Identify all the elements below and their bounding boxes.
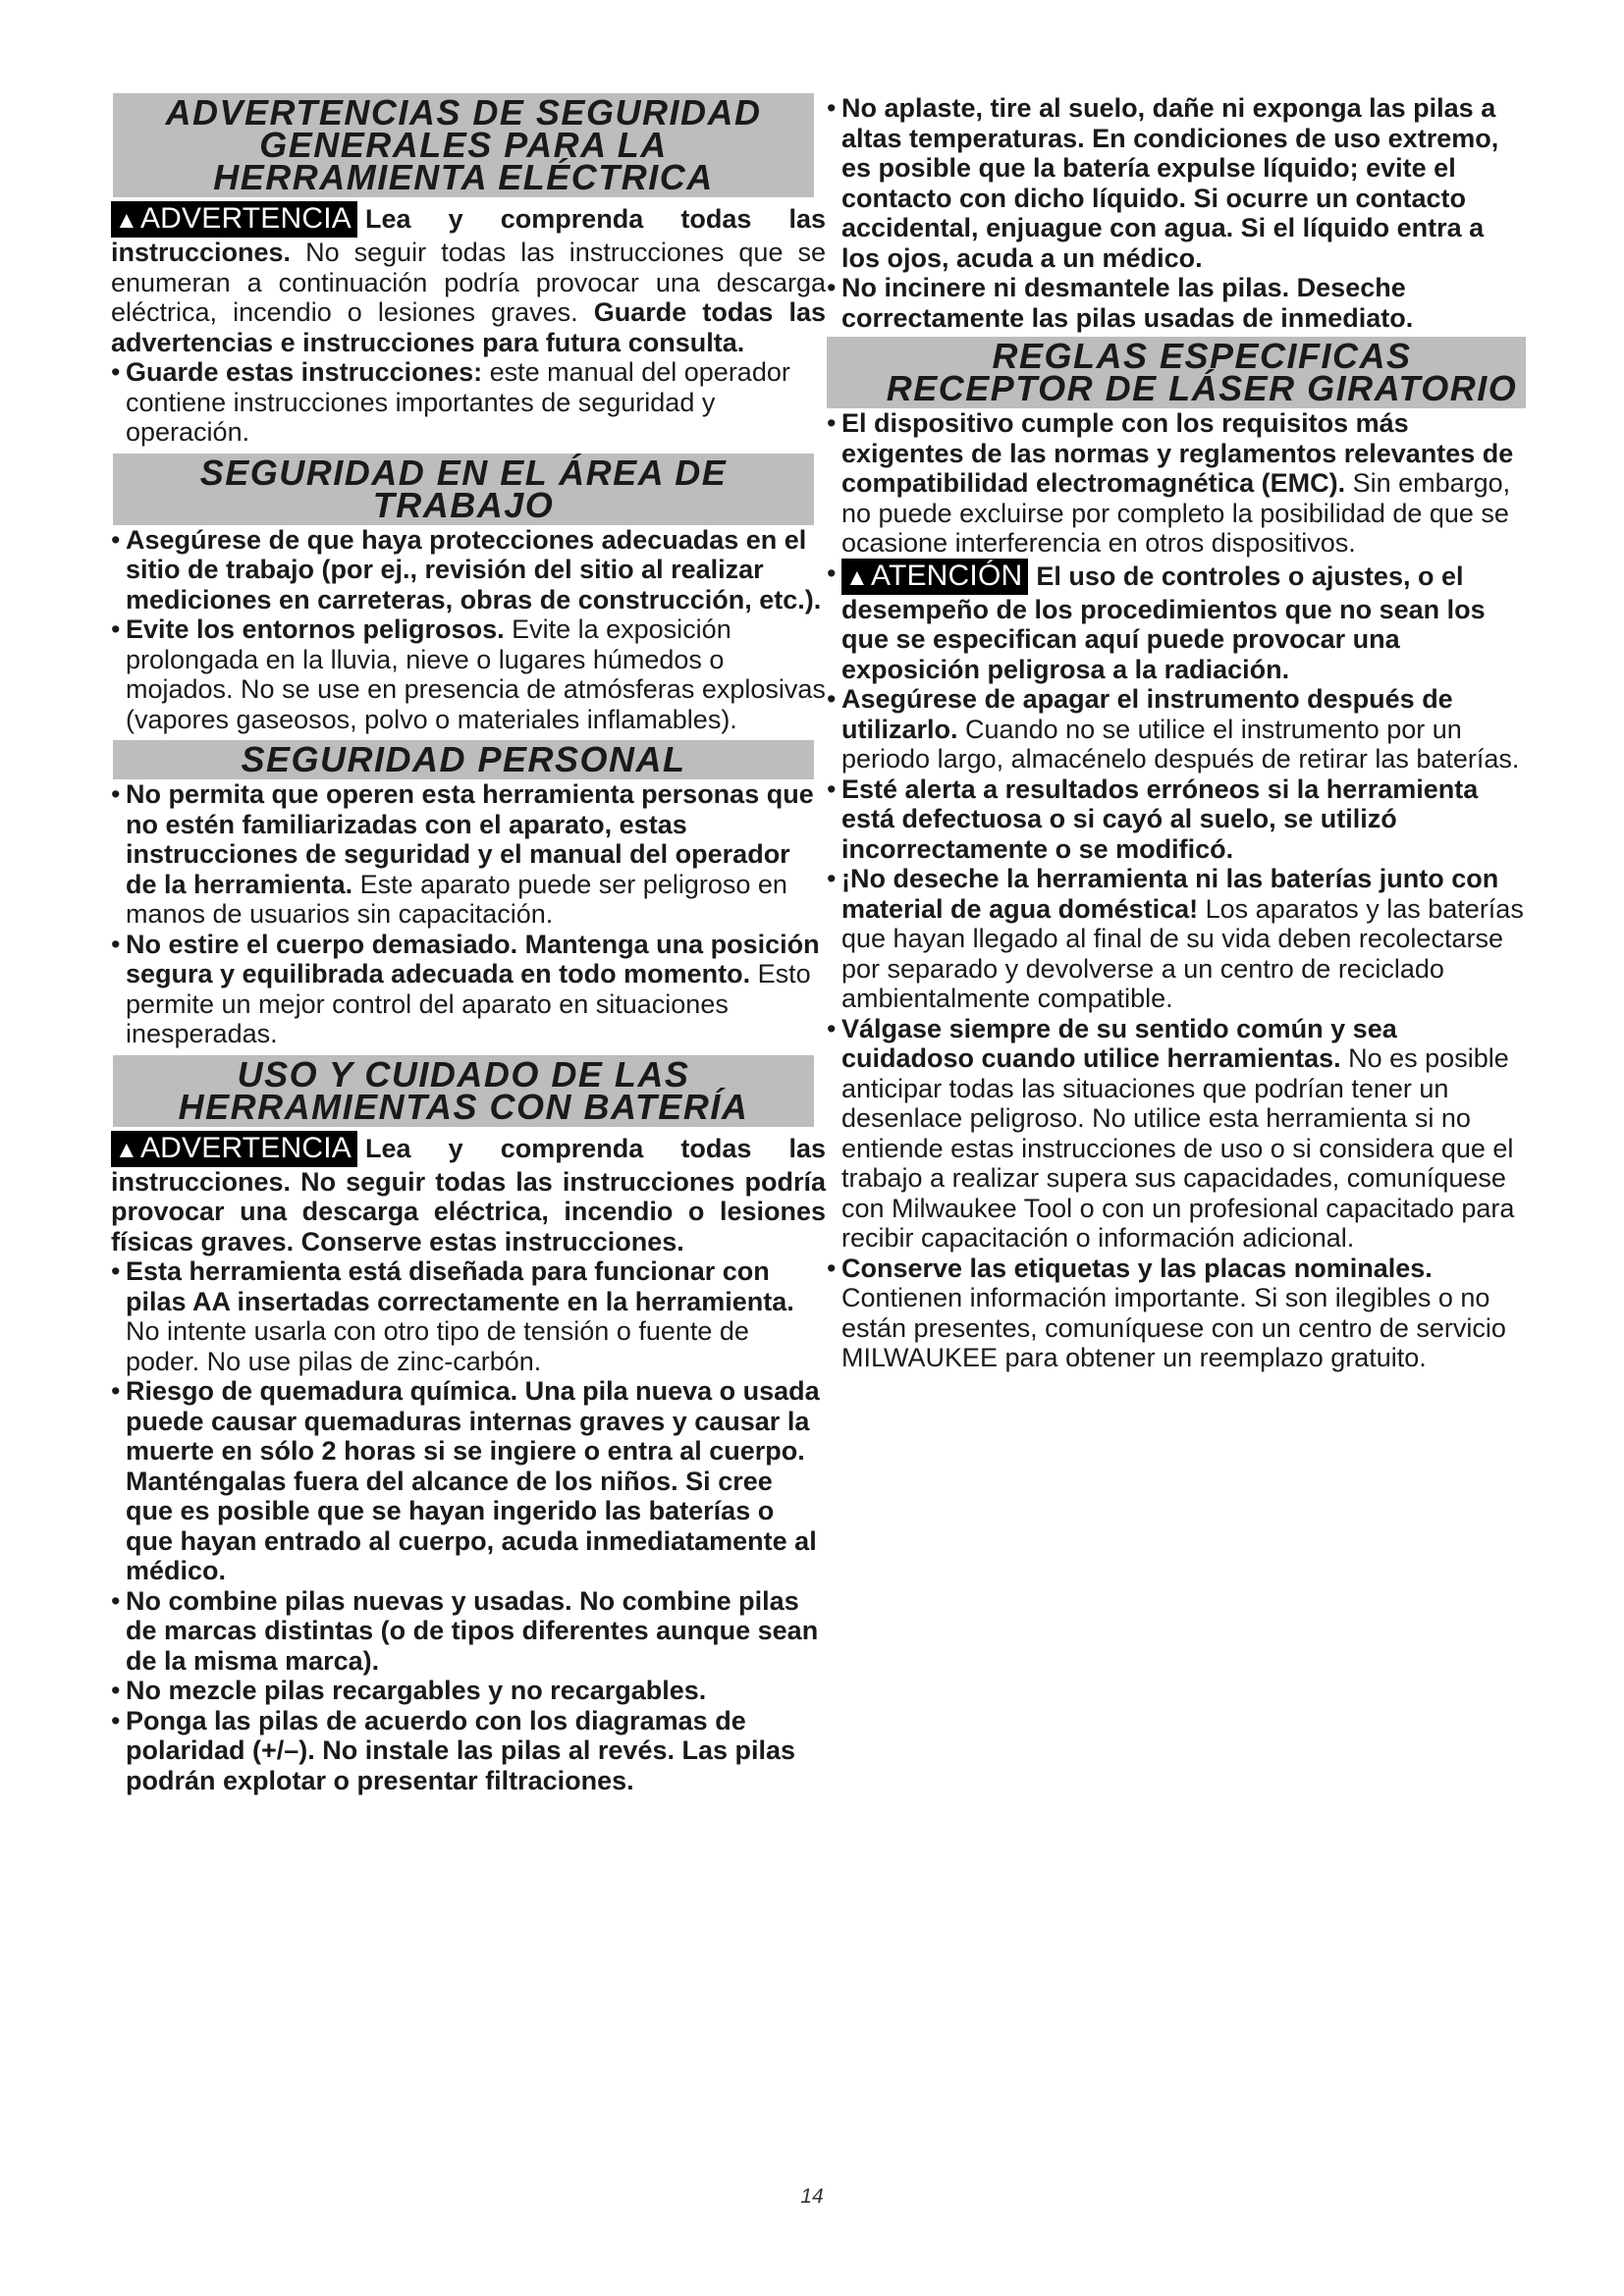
- section-heading-general-safety: ADVERTENCIAS DE SEGURIDAD GENERALES PARA LA HERRAMIENTA ELÉCTRICA: [113, 93, 814, 197]
- caution-badge: ▲ATENCIÓN: [841, 559, 1028, 595]
- list-item: • Riesgo de quemadura química. Una pila nueva o usada puede causar quemaduras internas graves y causar la muerte en sólo 2 horas si se ingiere o entra al cuerpo. Manténgalas fuera del alcance de los niños. Si cree que es posible que se hayan ingerido las baterías o que hayan entrado al cuerpo, acuda inmediatamente al médico.: [111, 1376, 820, 1585]
- list-item: • Ponga las pilas de acuerdo con los diagramas de polaridad (+/–). No instale las pilas al revés. Las pilas podrán explotar o presentar filtraciones.: [111, 1705, 796, 1795]
- warning-triangle-icon: ▲: [115, 1136, 138, 1163]
- list-item: • El dispositivo cumple con los requisitos más exigentes de las normas y reglamentos relevantes de compatibilidad electromagnética (EMC). Sin embargo, no puede excluirse por completo la posibilidad de que se ocasione interferencia en otros dispositivos.: [827, 408, 1514, 558]
- list-item: • No estire el cuerpo demasiado. Mantenga una posición segura y equilibrada adecuada en todo momento. Esto permite un mejor control del aparato en situaciones inesperadas.: [111, 929, 820, 1048]
- section-heading-battery-tools: USO Y CUIDADO DE LAS HERRAMIENTAS CON BATERÍA: [113, 1055, 814, 1127]
- warning-triangle-icon: ▲: [845, 563, 869, 591]
- list-item: • No permita que operen esta herramienta personas que no estén familiarizadas con el aparato, estas instrucciones de seguridad y el manual del operador de la herramienta. Este aparato puede ser peligroso en manos de usuarios sin capacitación.: [111, 779, 814, 929]
- list-item: • No aplaste, tire al suelo, dañe ni exponga las pilas a altas temperaturas. En condiciones de uso extremo, es posible que la batería expulse líquido; evite el contacto con dicho líquido. Si ocurre un contacto accidental, enjuague con agua. Si el líquido entra a los ojos, acuda a un médico.: [827, 93, 1499, 273]
- list-item: • No incinere ni desmantele las pilas. Deseche correctamente las pilas usadas de inmediato.: [827, 273, 1414, 333]
- battery-warning-paragraph: ▲ADVERTENCIA Lea y comprenda todas las instrucciones. No seguir todas las instrucciones podría provocar una descarga eléctrica, incendio o lesiones físicas graves. Conserve estas instrucciones.: [111, 1131, 826, 1256]
- section-heading-work-area: SEGURIDAD EN EL ÁREA DE TRABAJO: [113, 454, 814, 525]
- warning-badge: ▲ADVERTENCIA: [111, 1131, 357, 1167]
- warning-badge: ▲ADVERTENCIA: [111, 201, 357, 238]
- list-item: • ¡No deseche la herramienta ni las baterías junto con material de agua doméstica! Los aparatos y las baterías que hayan llegado al final de su vida deben recolectarse por separado y devolverse a un centro de reciclado ambientalmente compatible.: [827, 864, 1524, 1013]
- list-item: • ▲ATENCIÓN El uso de controles o ajustes, o el desempeño de los procedimientos que no sean los que se especifican aquí puede provocar una exposición peligrosa a la radiación.: [827, 558, 1486, 684]
- left-column: [111, 93, 826, 1795]
- warning-triangle-icon: ▲: [115, 207, 138, 234]
- right-column: [827, 93, 1526, 1373]
- list-item: • No mezcle pilas recargables y no recargables.: [111, 1676, 707, 1705]
- page-number: 14: [800, 2185, 824, 2208]
- list-item: • Válgase siempre de su sentido común y sea cuidadoso cuando utilice herramientas. No es posible anticipar todas las situaciones que podrían tener un desenlace peligroso. No utilice esta herramienta si no entiende estas instrucciones de uso o si considera que el trabajo a realizar supera sus capacidades, comuníquese con Milwaukee Tool o con un profesional capacitado para recibir capacitación o información adicional.: [827, 1013, 1515, 1253]
- list-item: • Conserve las etiquetas y las placas nominales. Contienen información importante. Si son ilegibles o no están presentes, comuníquese con un centro de servicio MILWAUKEE para obtener un reemplazo gratuito.: [827, 1253, 1506, 1372]
- section-heading-laser-rules: REGLAS ESPECIFICAS RECEPTOR DE LÁSER GIRATORIO: [827, 337, 1526, 408]
- list-item: • Guarde estas instrucciones: este manual del operador contiene instrucciones importantes de seguridad y operación.: [111, 357, 790, 447]
- list-item: • Esté alerta a resultados erróneos si la herramienta está defectuosa o si cayó al suelo, se utilizó incorrectamente o se modificó.: [827, 774, 1479, 864]
- list-item: • Asegúrese de que haya protecciones adecuadas en el sitio de trabajo (por ej., revisión del sitio al realizar mediciones en carreteras, obras de construcción, etc.).: [111, 524, 822, 614]
- list-item: • Esta herramienta está diseñada para funcionar con pilas AA insertadas correctamente en la herramienta. No intente usarla con otro tipo de tensión o fuente de poder. No use pilas de zinc-carbón.: [111, 1256, 794, 1376]
- list-item: • No combine pilas nuevas y usadas. No combine pilas de marcas distintas (o de tipos diferentes aunque sean de la misma marca).: [111, 1585, 819, 1676]
- general-warning-paragraph: ▲ADVERTENCIA Lea y comprenda todas las instrucciones. No seguir todas las instrucciones que se enumeran a continuación podría provocar una descarga eléctrica, incendio o lesiones graves. Guarde todas las advertencias e instrucciones para futura consulta.: [111, 202, 826, 357]
- list-item: • Asegúrese de apagar el instrumento después de utilizarlo. Cuando no se utilice el instrumento por un periodo largo, almacénelo después de retirar las baterías.: [827, 684, 1520, 774]
- section-heading-personal-safety: SEGURIDAD PERSONAL: [113, 740, 814, 779]
- list-item: • Evite los entornos peligrosos. Evite la exposición prolongada en la lluvia, nieve o lugares húmedos o mojados. No se use en presencia de atmósferas explosivas (vapores gaseosos, polvo o materiales inflamables).: [111, 614, 826, 734]
